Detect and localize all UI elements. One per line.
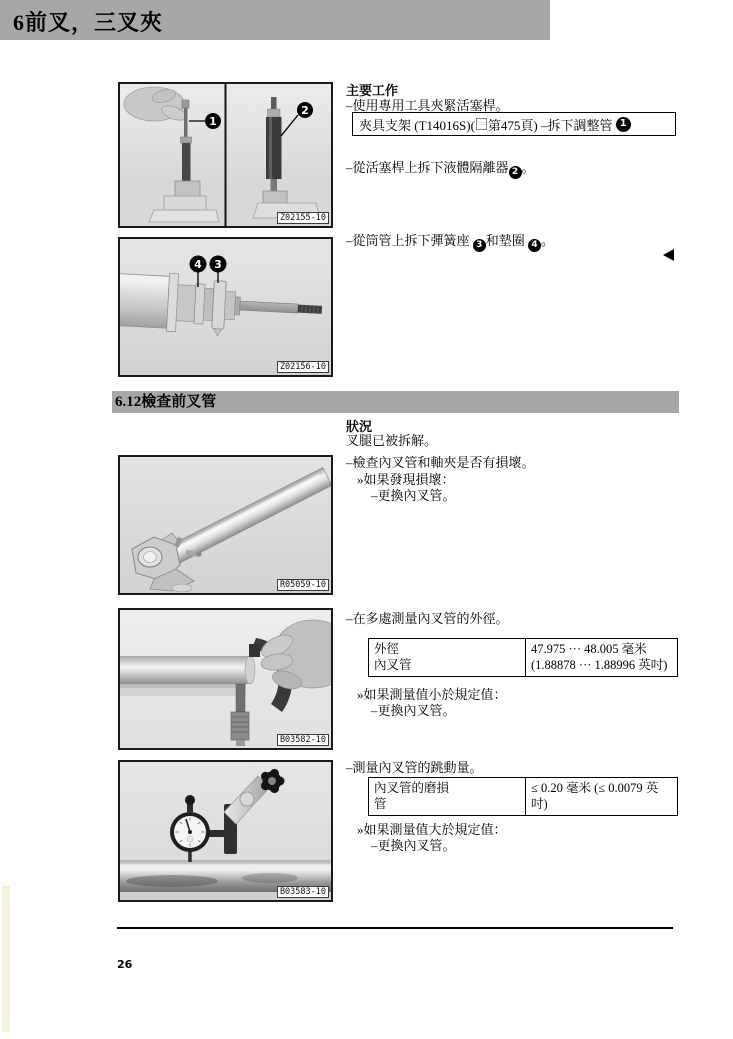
margin-arrow-icon — [663, 249, 674, 261]
tool-action: –拆下調整管 — [537, 117, 616, 133]
figure-label: B03582-10 — [277, 734, 329, 746]
step-clamp-rod: –使用專用工具夾緊活塞桿。 — [346, 98, 509, 113]
action-replace-tube-3: –更換內叉管。 — [371, 838, 456, 853]
section-title: 6.12檢查前叉管 — [115, 394, 217, 410]
figure-label: Z02155-10 — [277, 212, 329, 224]
callout-4-badge-inline: 4 — [528, 239, 541, 252]
runout-spec-parameter: 內叉管的磨損 管 — [374, 781, 450, 811]
step-measure-od: –在多處測量內叉管的外徑。 — [346, 611, 509, 626]
od-spec-parameter: 外徑 內叉管 — [374, 642, 412, 672]
step-check-damage: –檢查內叉管和軸夾是否有損壞。 — [346, 455, 535, 470]
figure-dial-gauge — [118, 760, 333, 902]
action-replace-tube-2: –更換內叉管。 — [371, 703, 456, 718]
figure-cartridge — [118, 237, 333, 377]
condition-heading: 狀況 — [346, 419, 373, 434]
step-remove-separator: –從活塞桿上拆下液體隔離器 2 。 — [346, 160, 535, 177]
footer-rule — [117, 927, 673, 929]
callout-1-badge-inline: 1 — [616, 117, 631, 132]
clamp-stand-illustration — [120, 84, 331, 226]
micrometer-illustration — [120, 610, 331, 748]
svg-text:2: 2 — [301, 104, 309, 117]
runout-spec-table — [368, 777, 678, 816]
condition-if-damaged: »如果發現損壞： — [357, 472, 455, 487]
tool-page-ref: 第475頁) — [487, 117, 538, 133]
figure-clamp-stand — [118, 82, 333, 228]
tool-reference-box — [352, 112, 676, 136]
callout-3-badge-inline: 3 — [473, 239, 486, 252]
figure-label: Z02156-10 — [277, 361, 329, 373]
action-replace-tube: –更換內叉管。 — [371, 488, 456, 503]
dial-gauge-illustration — [120, 762, 331, 900]
step-remove-spring-seat: –從筒管上拆下彈簧座 3 和墊圈 4 。 — [346, 233, 555, 250]
condition-if-less: »如果測量值小於規定值： — [357, 687, 507, 702]
condition-if-greater: »如果測量值大於規定值： — [357, 822, 507, 837]
figure-label: B03583-10 — [277, 886, 329, 898]
condition-text: 叉腿已被拆解。 — [346, 433, 438, 448]
figure-inner-tube — [118, 455, 333, 595]
tool-name: 夾具支架 (T14016S)( — [359, 117, 475, 133]
callout-2-badge-inline: 2 — [509, 166, 522, 179]
figure-label: R05059-10 — [277, 579, 329, 591]
svg-text:4: 4 — [194, 258, 202, 272]
inner-tube-illustration — [120, 457, 331, 593]
svg-text:1: 1 — [209, 115, 217, 128]
chrome-tube — [120, 656, 250, 684]
section-header-bar — [112, 391, 679, 413]
cartridge-illustration — [120, 239, 331, 375]
svg-text:3: 3 — [214, 258, 222, 272]
figure-micrometer — [118, 608, 333, 750]
od-spec-table — [368, 638, 678, 677]
od-spec-value: 47.975 ··· 48.005 毫米 (1.88878 ··· 1.88996 英吋) — [525, 639, 677, 676]
scan-artifact-strip — [2, 886, 10, 1032]
main-work-heading: 主要工作 — [346, 83, 399, 98]
chapter-title: 6前叉，三叉夾 — [13, 10, 164, 35]
page-number: 26 — [117, 958, 133, 971]
step-measure-runout: –測量內叉管的跳動量。 — [346, 760, 483, 775]
chapter-header-bar — [0, 0, 550, 40]
page-ref-icon — [476, 118, 487, 130]
runout-spec-value: ≤ 0.20 毫米 (≤ 0.0079 英吋) — [525, 778, 677, 815]
